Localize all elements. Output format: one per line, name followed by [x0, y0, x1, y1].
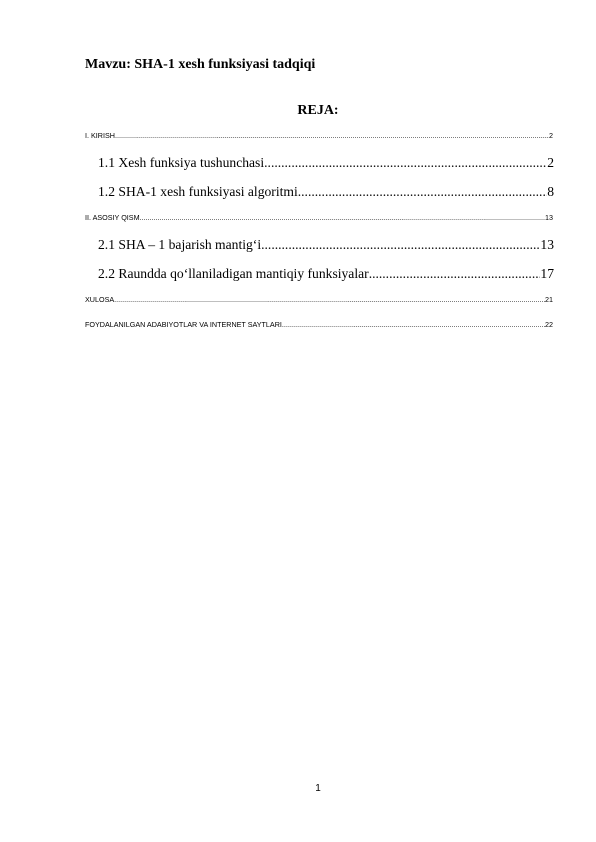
toc-entry-label: 1.2 SHA-1 xesh funksiyasi algoritmi	[98, 184, 298, 199]
toc-entry-page: 21	[545, 295, 553, 304]
toc-dot-leader	[264, 155, 547, 171]
toc-entry-label: XULOSA	[85, 295, 115, 304]
toc-entry-page: 17	[540, 266, 554, 281]
toc-entry-asosiy-qism[interactable]	[85, 213, 553, 222]
toc-dot-leader	[140, 213, 545, 222]
toc-entry-2-1[interactable]	[98, 237, 554, 253]
toc-entry-label: I. KIRISH	[85, 131, 115, 140]
toc-dot-leader	[282, 320, 545, 329]
toc-entry-1-2[interactable]	[98, 184, 554, 200]
toc-entry-page: 13	[545, 213, 553, 222]
toc-dot-leader	[115, 131, 549, 140]
toc-entry-page: 2	[549, 131, 553, 140]
toc-dot-leader	[261, 237, 540, 253]
toc-entry-kirish[interactable]	[85, 131, 553, 140]
toc-entry-label: 2.1 SHA – 1 bajarish mantig‘i	[98, 237, 262, 252]
plan-heading: REJA:	[297, 103, 339, 118]
toc-entry-xulosa[interactable]	[85, 295, 553, 304]
toc-entry-page: 22	[545, 320, 553, 329]
toc-entry-label: 2.2 Raundda qo‘llaniladigan mantiqiy funksiyalar	[98, 266, 369, 281]
toc-entry-page: 13	[540, 237, 554, 252]
toc-entry-label: II. ASOSIY QISM	[85, 213, 140, 222]
toc-entry-2-2[interactable]	[98, 266, 554, 282]
toc-dot-leader	[298, 184, 547, 200]
toc-entry-label: FOYDALANILGAN ADABIYOTLAR VA INTERNET SAYTLARI	[85, 320, 282, 329]
document-topic: Mavzu: SHA-1 xesh funksiyasi tadqiqi	[85, 57, 316, 72]
toc-entry-foydalanilgan-adabiyotlar[interactable]	[85, 320, 553, 329]
toc-entry-1-1[interactable]	[98, 155, 554, 171]
toc-dot-leader	[369, 266, 541, 282]
toc-dot-leader	[114, 295, 545, 304]
page-number: 1	[315, 783, 321, 794]
toc-entry-label: 1.1 Xesh funksiya tushunchasi	[98, 155, 265, 170]
toc-entry-page: 8	[547, 184, 554, 199]
toc-entry-page: 2	[547, 155, 554, 170]
